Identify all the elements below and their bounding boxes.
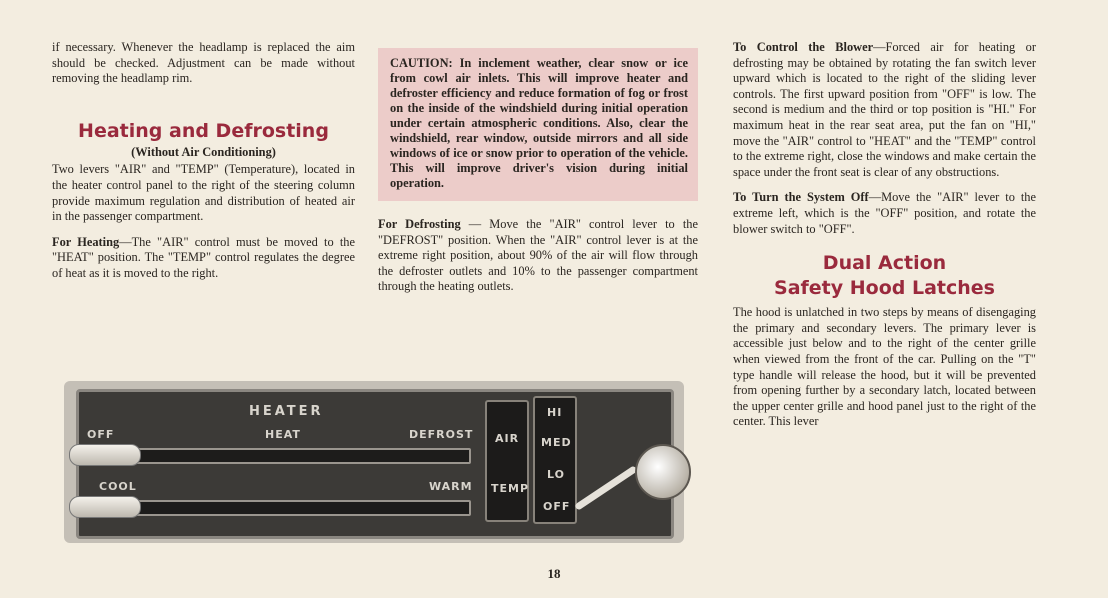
- air-slot: [127, 448, 471, 464]
- fan-label-box: [533, 396, 577, 524]
- caution-box: CAUTION: In inclement weather, clear snow or ice from cowl air inlets. This will improve heater and defroster efficiency and reduce formation of fog or frost on the inside of the windshield during initial operation under certain atmospheric conditions. Also, clear the windshield, rear window, outside mirrors and all side windows of ice or snow prior to operation of the vehicle. This will improve driver's vision during initial operation.: [378, 48, 698, 201]
- fan-lo-label: LO: [547, 468, 565, 481]
- heating-paragraph: [52, 235, 355, 282]
- heat-label: HEAT: [265, 428, 301, 441]
- fan-switch-lever: [573, 462, 643, 512]
- heating-lead: For Heating: [52, 234, 120, 249]
- cool-label: COOL: [99, 480, 137, 493]
- fan-switch-dial-icon: [635, 444, 691, 500]
- air-label: AIR: [495, 432, 520, 445]
- heating-text: —The "AIR" control must be moved to the "HEAT" position. The "TEMP" control regulates the degree of heat as it is moved to the right.: [52, 234, 356, 280]
- warm-label: WARM: [429, 480, 473, 493]
- turn-off-lead: To Turn the System Off: [733, 190, 869, 205]
- panel-face: [76, 389, 674, 539]
- heating-defrosting-heading: Heating and Defrosting: [78, 119, 329, 142]
- fan-lever-arm: [579, 470, 633, 506]
- blower-paragraph: [733, 40, 1036, 180]
- defrost-label: DEFROST: [409, 428, 474, 441]
- page-number: 18: [547, 566, 561, 581]
- hood-latches-heading: [733, 251, 1036, 301]
- defrosting-paragraph: [378, 217, 698, 295]
- defrosting-text: — Move the "AIR" control lever to the "DEFROST" position. When the "AIR" control lever is at the extreme right position, about 90% of the air will flow through the defroster outlets and 10% to the passenger compartment through the heating outlets.: [378, 217, 698, 294]
- panel-title: HEATER: [249, 404, 324, 419]
- temp-label: TEMP: [491, 482, 530, 495]
- levers-paragraph: Two levers "AIR" and "TEMP" (Temperature), located in the heater control panel to the right of the steering column provide maximum regulation and distribution of heated air in the passenger compartment.: [52, 162, 355, 224]
- blower-text: —Forced air for heating or defrosting may be obtained by rotating the fan switch lever upward which is located to the right of the sliding lever controls. The first upward position from "OFF" is low. The second is medium and the third or top position is "HI." For maximum heat in the rear seat area, put the fan on "HI," move the "AIR" control to "HEAT" and the "TEMP" control to the extreme right, close the windows and make certain the space under the front seat is clear of any obstructions.: [733, 40, 1036, 179]
- turn-off-text: —Move the "AIR" lever to the extreme left, which is the "OFF" position, and rotate the blower switch to "OFF".: [733, 190, 1036, 236]
- heater-control-panel-illustration: [64, 381, 684, 543]
- hood-heading-line1: Dual Action: [822, 252, 947, 275]
- blower-lead: To Control the Blower: [733, 40, 874, 54]
- hood-paragraph: The hood is unlatched in two steps by means of disengaging the primary and secondary levers. The primary lever is accessible just below and to the right of the center grille when viewed from the front of the car. Pulling on the "T" type handle will release the hood, but it will be prevented from opening further by a secondary latch, located between the upper center grille and hood panel just to the right of the center. This lever: [733, 305, 1036, 429]
- fan-hi-label: HI: [547, 406, 563, 419]
- defrosting-lead: For Defrosting: [378, 217, 461, 231]
- column-left: [52, 40, 355, 292]
- hood-heading-line2: Safety Hood Latches: [774, 277, 995, 300]
- headlamp-paragraph: if necessary. Whenever the headlamp is replaced the aim should be checked. Adjustment can be made without removing the headlamp rim.: [52, 40, 355, 86]
- off-label: OFF: [87, 428, 115, 441]
- temp-slot: [127, 500, 471, 516]
- column-middle: [378, 48, 698, 305]
- temp-lever-knob: [69, 496, 141, 518]
- column-right: [733, 40, 1036, 440]
- fan-off-label: OFF: [543, 500, 571, 513]
- fan-med-label: MED: [541, 436, 572, 449]
- turn-off-paragraph: [733, 190, 1036, 237]
- lever-label-box: [485, 400, 529, 522]
- without-ac-subheading: (Without Air Conditioning): [131, 144, 276, 159]
- air-lever-knob: [69, 444, 141, 466]
